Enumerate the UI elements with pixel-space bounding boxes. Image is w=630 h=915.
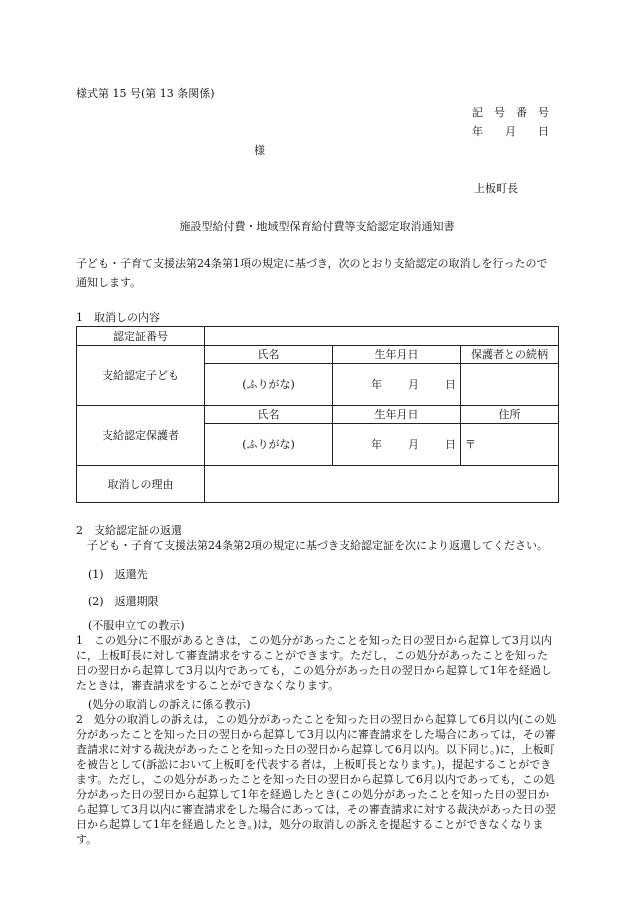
cert-number-value: [205, 327, 559, 346]
child-furigana: (ふりがな): [205, 364, 333, 406]
postal-mark: 〒: [465, 438, 476, 451]
addressee-suffix: 様: [254, 144, 265, 157]
section2-body: 子ども・子育て支援法第24条第2項の規定に基づき支給認定証を次により返還してください。: [87, 539, 548, 552]
document-title: 施設型給付費・地域型保育給付費等支給認定取消通知書: [179, 220, 455, 233]
intro-paragraph: 子ども・子育て支援法第24条第1項の規定に基づき，次のとおり支給認定の取消しを行ったので通知します。: [76, 257, 548, 289]
reason-label: 取消しの理由: [77, 466, 205, 503]
child-relation-value: [461, 364, 559, 406]
guardian-label: 支給認定保護者: [77, 406, 205, 466]
child-name-header: 氏名: [205, 346, 333, 364]
cert-number-label: 認定証番号: [77, 327, 205, 346]
form-number: 様式第 15 号(第 13 条関係): [76, 87, 215, 100]
guardian-name-header: 氏名: [205, 406, 333, 424]
appeal-heading: (不服申立ての教示): [88, 619, 185, 632]
guardian-birth-date: 年 月 日: [333, 424, 461, 466]
revocation-table: [76, 326, 559, 503]
reason-value: [205, 466, 559, 503]
return-destination: (1) 返還先: [88, 568, 148, 581]
guardian-address-value: [461, 424, 559, 466]
return-deadline: (2) 返還期限: [88, 595, 159, 608]
section2-heading: 2 支給認定証の返還: [76, 524, 182, 537]
lawsuit-heading: (処分の取消しの訴えに係る教示): [88, 698, 251, 711]
record-number: 記 号 番 号: [472, 106, 549, 119]
section1-heading: 1 取消しの内容: [76, 311, 160, 324]
guardian-address-header: 住所: [461, 406, 559, 424]
child-label: 支給認定子ども: [77, 346, 205, 406]
child-birth-header: 生年月日: [333, 346, 461, 364]
issuer-name: 上板町長: [474, 182, 518, 195]
lawsuit-body: 2 処分の取消しの訴えは，この処分があったことを知った日の翌日から起算して6月以内(この処分があったことを知った日の翌日から起算して3月以内に審査請求をした場合にあっては，その審査請求に対する裁決があったことを知った日の翌日から起算して6月以内。以下同じ。)に，上板町を被告として(訴訟において上板町を代表する者は，上板町長となります。)，提起することができます。ただし，この処分があったことを知った日の翌日から起算して6月以内であっても，この処分があった日の翌日から起算して1年を経過したとき(この処分があったことを知った日の翌日から起算して3月以内に審査請求をした場合にあっては，その審査請求に対する裁決があった日の翌日から起算して1年を経過したとき。)は，処分の取消しの訴えを提起することができなくなります。: [76, 713, 557, 846]
guardian-birth-header: 生年月日: [333, 406, 461, 424]
child-relation-header: 保護者との続柄: [461, 346, 559, 364]
child-birth-date: 年 月 日: [333, 364, 461, 406]
appeal-body: 1 この処分に不服があるときは，この処分があったことを知った日の翌日から起算して3月以内に，上板町長に対して審査請求をすることができます。ただし，この処分があったことを知った日の翌日から起算して3月以内であっても，この処分があった日の翌日から起算して1年を経過したときは，審査請求をすることができなくなります。: [76, 634, 552, 692]
guardian-furigana: (ふりがな): [205, 424, 333, 466]
issue-date: 年 月 日: [472, 125, 549, 138]
